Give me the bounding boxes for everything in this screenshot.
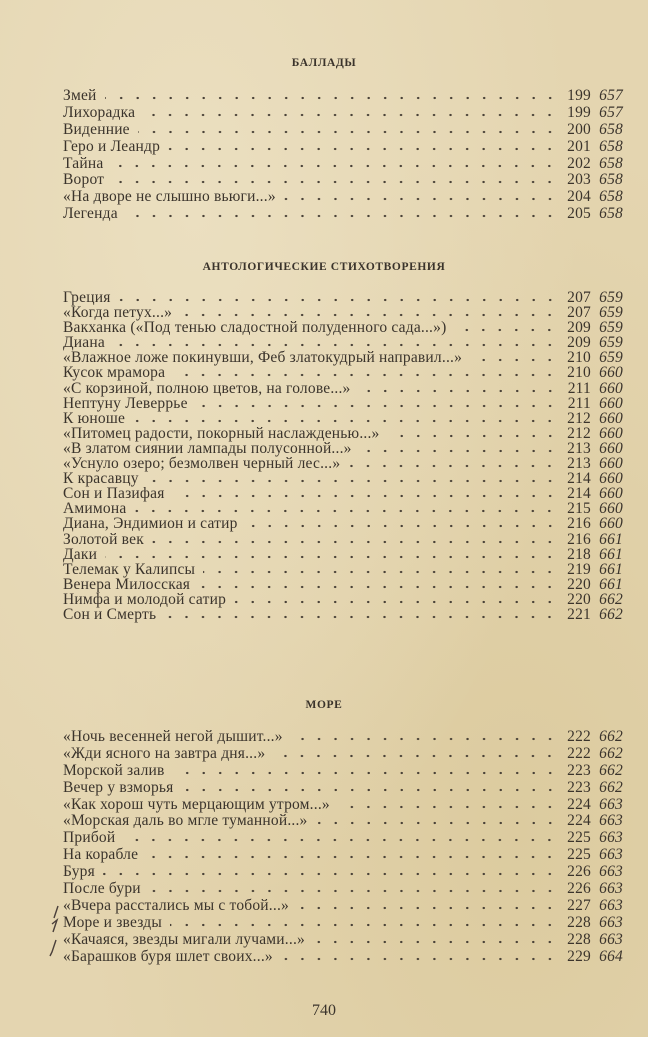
toc-section-sea — [63, 729, 623, 965]
toc-entry — [63, 122, 623, 139]
entry-title: «С корзиной, полною цветов, на голове...» — [63, 379, 351, 397]
entry-note-page: 663 — [599, 930, 623, 948]
entry-title: Вечер у взморья — [63, 778, 174, 796]
entry-title: Лихорадка — [63, 103, 136, 121]
dot-leader — [152, 540, 558, 544]
toc-entry — [63, 797, 623, 814]
entry-page: 228 — [567, 930, 591, 948]
entry-page: 201 — [567, 137, 591, 155]
entry-page: 214 — [567, 470, 591, 488]
page-number: 740 — [312, 1002, 336, 1019]
entry-title: Ворот — [63, 171, 105, 189]
toc-entry — [63, 486, 623, 501]
entry-page: 203 — [567, 171, 591, 189]
entry-page: 219 — [567, 560, 591, 578]
entry-title: Амимона — [63, 500, 127, 518]
section-heading-ballads: БАЛЛАДЫ — [291, 57, 357, 69]
toc-entry — [63, 290, 623, 305]
toc-entry — [63, 830, 623, 847]
entry-note-page: 662 — [599, 605, 623, 623]
entry-title: Телемак у Калипсы — [63, 560, 196, 578]
entry-title: «Морская даль во мгле туманной...» — [63, 812, 308, 830]
entry-note-page: 663 — [599, 846, 623, 864]
entry-title: Даки — [63, 545, 98, 563]
section-heading-anthological: АНТОЛОГИЧЕСКИЕ СТИХОТВОРЕНИЯ — [202, 261, 446, 273]
entry-page: 202 — [567, 154, 591, 172]
toc-entry — [63, 305, 623, 320]
entry-note-page: 660 — [599, 424, 623, 442]
dot-leader — [111, 164, 558, 168]
entry-note-page: 659 — [599, 319, 623, 337]
toc-entry — [63, 763, 623, 780]
entry-page: 227 — [567, 896, 591, 914]
entry-page: 223 — [567, 778, 591, 796]
toc-entry — [63, 365, 623, 380]
toc-section-anthological — [63, 290, 623, 622]
dot-leader — [360, 449, 558, 453]
toc-entry — [63, 746, 623, 763]
entry-page: 222 — [567, 744, 591, 762]
dot-leader — [112, 180, 558, 184]
entry-title: «Как хорош чуть мерцающим утром...» — [63, 795, 330, 813]
entry-page: 207 — [567, 304, 591, 322]
entry-note-page: 663 — [599, 863, 623, 881]
toc-entry — [63, 156, 623, 173]
entry-note-page: 664 — [599, 947, 623, 965]
entry-title: Греция — [63, 289, 111, 306]
dot-leader — [297, 906, 558, 910]
entry-page: 211 — [567, 394, 591, 412]
toc-section-ballads — [63, 88, 623, 223]
dot-leader — [113, 343, 558, 347]
entry-note-page: 659 — [599, 349, 623, 367]
entry-note-page: 663 — [599, 795, 623, 813]
dot-leader — [203, 570, 558, 574]
dot-leader — [359, 389, 558, 393]
entry-note-page: 661 — [599, 545, 623, 563]
toc-entry — [63, 729, 623, 746]
entry-page: 212 — [567, 409, 591, 427]
dot-leader — [182, 788, 559, 792]
toc-entry — [63, 411, 623, 426]
entry-page: 218 — [567, 545, 591, 563]
entry-title: Диана — [63, 334, 105, 352]
entry-title: Сон и Пазифая — [63, 485, 165, 503]
entry-title: «Влажное ложе покинувши, Феб златокудрый направил...» — [63, 349, 463, 367]
toc-entry — [63, 206, 623, 223]
entry-page: 210 — [567, 364, 591, 382]
entry-note-page: 662 — [599, 744, 623, 762]
entry-note-page: 658 — [599, 171, 623, 189]
entry-title: Геро и Леандр — [63, 137, 161, 155]
dot-leader — [147, 479, 558, 483]
dot-leader — [103, 872, 558, 876]
toc-entry — [63, 501, 623, 516]
toc-entry — [63, 350, 623, 365]
entry-note-page: 658 — [599, 137, 623, 155]
dot-leader — [198, 585, 558, 589]
toc-entry — [63, 426, 623, 441]
entry-page: 226 — [567, 880, 591, 898]
entry-note-page: 661 — [599, 530, 623, 548]
toc-entry — [63, 562, 623, 577]
entry-page: 224 — [567, 812, 591, 830]
dot-leader — [291, 737, 558, 741]
toc-entry — [63, 88, 623, 105]
toc-entry — [63, 381, 623, 396]
dot-leader — [105, 555, 558, 559]
entry-title: Змей — [63, 87, 97, 104]
toc-entry — [63, 607, 623, 622]
dot-leader — [348, 464, 558, 468]
entry-page: 226 — [567, 863, 591, 881]
toc-entry — [63, 847, 623, 864]
toc-entry — [63, 932, 623, 949]
toc-entry — [63, 780, 623, 797]
dot-leader — [143, 113, 558, 117]
toc-entry — [63, 915, 623, 932]
entry-page: 223 — [567, 761, 591, 779]
toc-entry — [63, 441, 623, 456]
entry-title: Море и звезды — [63, 913, 162, 931]
dot-leader — [284, 197, 558, 201]
entry-page: 229 — [567, 947, 591, 965]
entry-title: Морской залив — [63, 761, 165, 779]
dot-leader — [126, 214, 558, 218]
entry-note-page: 663 — [599, 880, 623, 898]
dot-leader — [123, 838, 558, 842]
entry-note-page: 659 — [599, 289, 623, 306]
toc-entry — [63, 189, 623, 206]
dot-leader — [388, 434, 558, 438]
entry-page: 215 — [567, 500, 591, 518]
entry-note-page: 657 — [599, 103, 623, 121]
dot-leader — [281, 957, 558, 961]
entry-title: «Когда петух...» — [63, 304, 173, 322]
dot-leader — [173, 494, 558, 498]
entry-note-page: 660 — [599, 364, 623, 382]
entry-page: 204 — [567, 188, 591, 206]
dot-leader — [470, 358, 558, 362]
entry-title: На корабле — [63, 846, 139, 864]
toc-entry — [63, 592, 623, 607]
dot-leader — [313, 940, 558, 944]
entry-page: 205 — [567, 205, 591, 223]
entry-title: Сон и Смерть — [63, 605, 157, 623]
entry-note-page: 662 — [599, 590, 623, 608]
entry-title: Нимфа и молодой сатир — [63, 590, 227, 608]
entry-page: 213 — [567, 455, 591, 473]
entry-note-page: 662 — [599, 761, 623, 779]
toc-entry — [63, 456, 623, 471]
entry-note-page: 663 — [599, 812, 623, 830]
entry-page: 221 — [567, 605, 591, 623]
entry-note-page: 662 — [599, 728, 623, 745]
entry-title: «Качаяся, звезды мигали лучами...» — [63, 930, 305, 948]
entry-note-page: 663 — [599, 829, 623, 847]
dot-leader — [196, 404, 558, 408]
entry-title: К юноше — [63, 409, 126, 427]
entry-page: 220 — [567, 575, 591, 593]
toc-entry — [63, 881, 623, 898]
dot-leader — [133, 419, 558, 423]
entry-title: Прибой — [63, 829, 116, 847]
entry-title: Нептуну Леверрье — [63, 394, 188, 412]
dot-leader — [168, 147, 558, 151]
entry-page: 225 — [567, 829, 591, 847]
entry-title: «Питомец радости, покорный наслажденью...» — [63, 424, 380, 442]
toc-entry — [63, 320, 623, 335]
entry-page: 224 — [567, 795, 591, 813]
entry-note-page: 657 — [599, 87, 623, 104]
dot-leader — [338, 805, 558, 809]
entry-page: 200 — [567, 120, 591, 138]
toc-entry — [63, 577, 623, 592]
entry-page: 199 — [567, 103, 591, 121]
entry-page: 228 — [567, 913, 591, 931]
entry-title: Венера Милосская — [63, 575, 191, 593]
entry-note-page: 661 — [599, 575, 623, 593]
entry-title: Легенда — [63, 205, 118, 223]
toc-entry — [63, 471, 623, 486]
entry-page: 216 — [567, 530, 591, 548]
entry-note-page: 660 — [599, 394, 623, 412]
dot-leader — [246, 524, 558, 528]
entry-note-page: 658 — [599, 205, 623, 223]
entry-title: Кусок мрамора — [63, 364, 166, 382]
entry-note-page: 659 — [599, 304, 623, 322]
entry-note-page: 660 — [599, 439, 623, 457]
toc-entry — [63, 532, 623, 547]
entry-note-page: 659 — [599, 334, 623, 352]
dot-leader — [138, 130, 558, 134]
dot-leader — [234, 600, 558, 604]
entry-title: Буря — [63, 863, 95, 881]
dot-leader — [149, 889, 558, 893]
toc-entry — [63, 949, 623, 966]
entry-note-page: 660 — [599, 485, 623, 503]
dot-leader — [273, 754, 558, 758]
entry-page: 216 — [567, 515, 591, 533]
entry-page: 212 — [567, 424, 591, 442]
dot-leader — [146, 855, 558, 859]
entry-note-page: 662 — [599, 778, 623, 796]
toc-entry — [63, 813, 623, 830]
toc-entry — [63, 396, 623, 411]
entry-title: «Вчера расстались мы с тобой...» — [63, 896, 289, 914]
entry-note-page: 660 — [599, 455, 623, 473]
entry-title: «В златом сиянии лампады полусонной...» — [63, 439, 352, 457]
dot-leader — [134, 509, 558, 513]
entry-title: Диана, Эндимион и сатир — [63, 515, 238, 533]
toc-entry — [63, 516, 623, 531]
entry-note-page: 663 — [599, 896, 623, 914]
entry-note-page: 660 — [599, 500, 623, 518]
dot-leader — [170, 923, 558, 927]
entry-title: После бури — [63, 880, 141, 898]
dot-leader — [105, 96, 558, 100]
entry-title: Виденние — [63, 120, 130, 138]
dot-leader — [180, 313, 558, 317]
toc-entry — [63, 172, 623, 189]
entry-title: «На дворе не слышно вьюги...» — [63, 188, 276, 206]
entry-title: «Ночь весенней негой дышит...» — [63, 728, 283, 745]
pencil-mark-icon — [48, 900, 62, 960]
dot-leader — [164, 615, 558, 619]
toc-entry — [63, 547, 623, 562]
entry-title: Вакханка («Под тенью сладостной полуденного сада...») — [63, 319, 447, 337]
entry-note-page: 660 — [599, 515, 623, 533]
entry-page: 220 — [567, 590, 591, 608]
entry-page: 222 — [567, 728, 591, 745]
entry-note-page: 658 — [599, 120, 623, 138]
entry-title: «Уснуло озеро; безмолвен черный лес...» — [63, 455, 341, 473]
entry-note-page: 661 — [599, 560, 623, 578]
toc-entry — [63, 139, 623, 156]
entry-title: Золотой век — [63, 530, 144, 548]
dot-leader — [173, 373, 558, 377]
dot-leader — [454, 328, 558, 332]
dot-leader — [316, 821, 559, 825]
dot-leader — [119, 298, 558, 302]
entry-page: 209 — [567, 334, 591, 352]
entry-page: 207 — [567, 289, 591, 306]
entry-note-page: 658 — [599, 154, 623, 172]
section-heading-sea: МОРЕ — [305, 699, 343, 711]
entry-note-page: 660 — [599, 409, 623, 427]
entry-title: «Жди ясного на завтра дня...» — [63, 744, 266, 762]
entry-page: 225 — [567, 846, 591, 864]
toc-entry — [63, 864, 623, 881]
entry-note-page: 660 — [599, 470, 623, 488]
toc-entry — [63, 335, 623, 350]
toc-entry — [63, 105, 623, 122]
entry-note-page: 660 — [599, 379, 623, 397]
toc-entry — [63, 898, 623, 915]
entry-page: 211 — [567, 379, 591, 397]
entry-note-page: 663 — [599, 913, 623, 931]
entry-page: 209 — [567, 319, 591, 337]
entry-page: 210 — [567, 349, 591, 367]
entry-page: 199 — [567, 87, 591, 104]
entry-title: К красавцу — [63, 470, 139, 488]
entry-page: 214 — [567, 485, 591, 503]
dot-leader — [173, 771, 558, 775]
entry-title: Тайна — [63, 154, 104, 172]
entry-page: 213 — [567, 439, 591, 457]
entry-note-page: 658 — [599, 188, 623, 206]
entry-title: «Барашков буря шлет своих...» — [63, 947, 273, 965]
